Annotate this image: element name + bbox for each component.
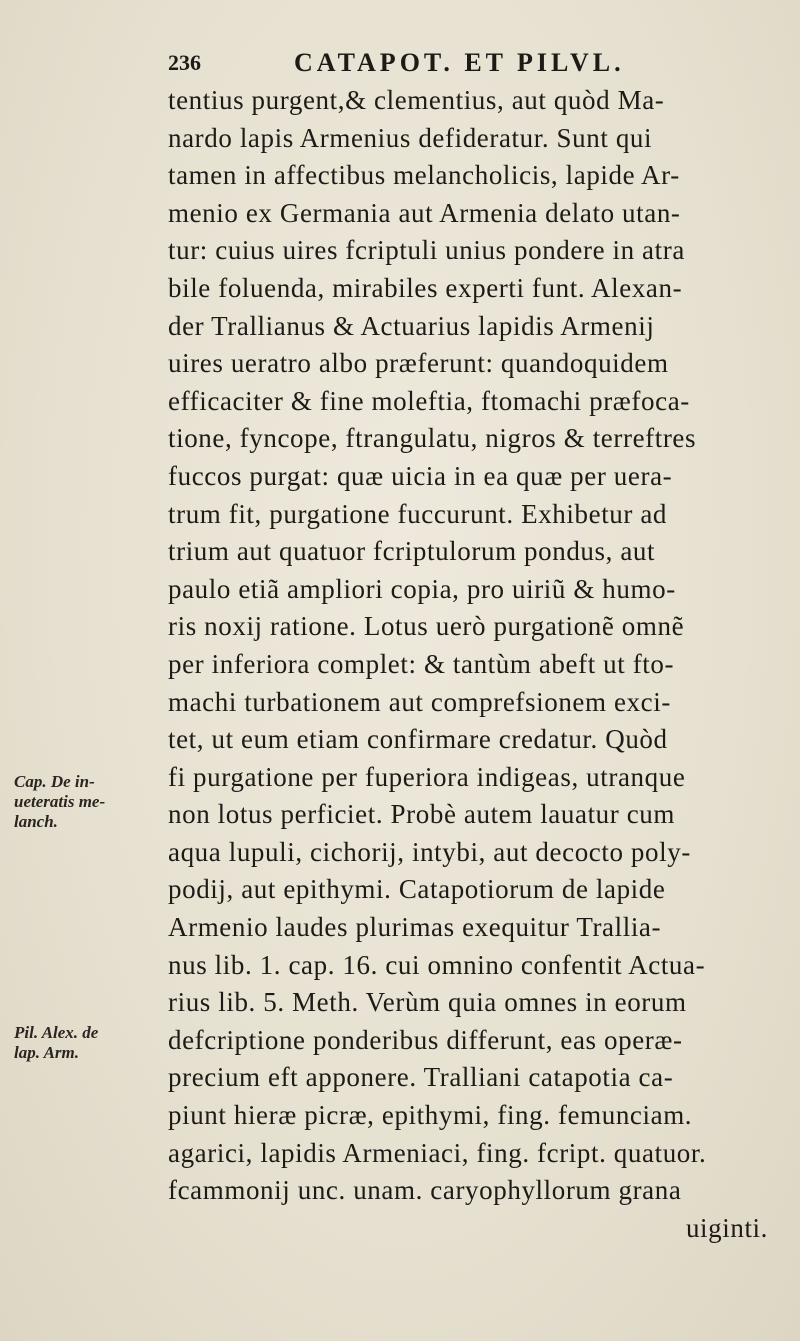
text-line: precium eft apponere. Tralliani catapotia ca- [168,1062,674,1093]
marginal-note-line: Cap. De in- [14,772,95,791]
text-line: der Trallianus & Actuarius lapidis Armenij [168,310,655,341]
marginal-note-line: Pil. Alex. de [14,1023,99,1042]
text-line: podij, aut epithymi. Catapotiorum de lapide [168,874,666,905]
text-line: fuccos purgat: quæ uicia in ea quæ per uera- [168,460,673,491]
marginal-note-line: lanch. [14,812,58,831]
text-line: agarici, lapidis Armeniaci, fing. fcript. quatuor. [168,1137,707,1168]
text-line: tentius purgent,& clementius, aut quòd Ma- [168,85,665,115]
text-line: tur: cuius uires fcriptuli unius pondere in atra [168,235,685,266]
text-line: tamen in affectibus melancholicis, lapide Ar- [168,160,680,191]
text-line: non lotus perficiet. Probè autem lauatur cum [168,799,676,830]
text-line: fi purgatione per fuperiora indigeas, utranque [168,761,686,792]
page-number: 236 [168,50,201,75]
text-line: defcriptione ponderibus differunt, eas operæ- [168,1024,683,1055]
running-head: CATAPOT. ET PILVL. [294,48,625,77]
text-line: rius lib. 5. Meth. Verùm quia omnes in eorum [168,987,687,1018]
text-line: tet, ut eum etiam confirmare credatur. Quòd [168,724,668,755]
marginal-note-line: ueteratis me- [14,792,106,811]
text-line: fcammonij unc. unam. caryophyllorum grana [168,1175,682,1206]
text-line: Armenio laudes plurimas exequitur Trallia- [168,912,662,943]
body-text [168,82,768,1247]
text-line: uires ueratro albo præferunt: quandoquidem [168,348,669,379]
text-line: efficaciter & fine moleftia, ftomachi præfoca- [168,385,690,416]
marginal-note-pil-alex [14,1023,154,1063]
text-line: ris noxij ratione. Lotus uerò purgationẽ omnẽ [168,611,685,642]
marginal-note-cap-de-inveteratis [14,772,154,832]
text-line: machi turbationem aut comprefsionem exci- [168,686,671,717]
text-line-last: uiginti. [685,1212,768,1243]
text-line: per inferiora complet: & tantùm abeft ut fto- [168,648,675,679]
text-line: menio ex Germania aut Armenia delato utan- [168,197,681,228]
text-line: piunt hieræ picræ, epithymi, fing. femunciam. [168,1100,693,1131]
text-line: bile foluenda, mirabiles experti funt. Alexan- [168,272,683,303]
text-line: nus lib. 1. cap. 16. cui omnino confentit Actua- [168,949,706,980]
text-line: aqua lupuli, cichorij, intybi, aut decocto poly- [168,836,691,867]
text-line: paulo etiã ampliori copia, pro uiriũ & humo- [168,573,676,604]
text-line: tione, fyncope, ftrangulatu, nigros & terreftres [168,423,697,454]
text-line: trum fit, purgatione fuccurunt. Exhibetur ad [168,498,668,529]
text-line: trium aut quatuor fcriptulorum pondus, aut [168,536,656,567]
text-line: nardo lapis Armenius defideratur. Sunt qui [168,122,653,153]
marginal-note-line: lap. Arm. [14,1043,80,1062]
